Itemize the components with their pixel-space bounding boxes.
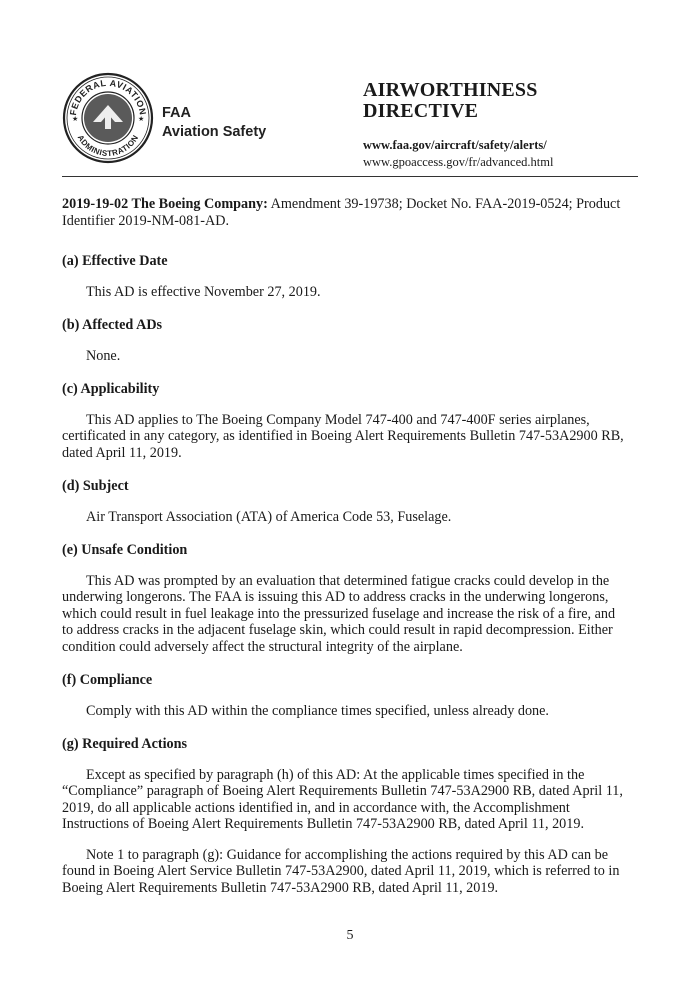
section-e-heading: (e) Unsafe Condition (62, 542, 188, 558)
org-name: FAA (162, 105, 191, 121)
faa-org-block (162, 104, 266, 142)
section-b-body: None. (86, 347, 121, 364)
header-divider (62, 176, 638, 177)
section-c-body: This AD applies to The Boeing Company Model 747-400 and 747-400F series airplanes, certificated in any category, as identified in Boeing Alert Requirements Bulletin 747-53A2900 RB, dated April 11, 2019. (62, 411, 624, 461)
gpoaccess-url[interactable]: www.gpoaccess.gov/fr/advanced.html (363, 155, 554, 169)
section-g-body: Except as specified by paragraph (h) of this AD: At the applicable times specified in the “Compliance” paragraph of Boeing Alert Requirements Bulletin 747-53A2900 RB, dated April 11, 2019, do all applicable actions identified in, and in accordance with, the Accomplishment Instructions of Boeing Alert Requirements Bulletin 747-53A2900 RB, dated April 11, 2019. (62, 766, 623, 832)
seal-text-bottom: ADMINISTRATION (75, 133, 141, 159)
seal-text-top: FEDERAL AVIATION (68, 77, 148, 117)
section-e-body: This AD was prompted by an evaluation that determined fatigue cracks could develop in the underwing longerons. The FAA is issuing this AD to address cracks in the underwing longerons, which could result in fuel leakage into the pressurized fuselage and increase the risk of a fire, and to address cracks in the adjacent fuselage skin, which could result in rapid decompression. Either condition could adversely affect the structural integrity of the airplane. (62, 572, 616, 655)
section-d-heading: (d) Subject (62, 478, 129, 494)
svg-text:★: ★ (138, 115, 145, 123)
page-number: 5 (346, 928, 354, 943)
section-g-heading: (g) Required Actions (62, 736, 188, 752)
section-f-heading: (f) Compliance (62, 672, 153, 688)
intro-bold: 2019-19-02 The Boeing Company: (62, 196, 268, 212)
org-subtitle: Aviation Safety (162, 124, 267, 140)
section-c-heading: (c) Applicability (62, 381, 160, 397)
svg-text:★: ★ (72, 115, 79, 123)
section-g-note: Note 1 to paragraph (g): Guidance for accomplishing the actions required by this AD can be found in Boeing Alert Service Bulletin 747-53A2900, dated April 11, 2019, which is referred to in Boeing Alert Requirements Bulletin 747-53A2900 RB, dated April 11, 2019. (62, 846, 620, 896)
faa-seal-logo (62, 72, 154, 164)
document-body (62, 196, 628, 896)
title-line-2: DIRECTIVE (363, 100, 479, 122)
section-a-heading: (a) Effective Date (62, 253, 168, 269)
section-b-heading: (b) Affected ADs (62, 317, 163, 333)
section-a-body: This AD is effective November 27, 2019. (86, 283, 321, 300)
title-line-1: AIRWORTHINESS (363, 79, 538, 101)
intro-paragraph (62, 196, 628, 229)
document-title (363, 80, 538, 122)
intro-text: Amendment 39-19738; Docket No. FAA-2019-0524; Product Identifier 2019-NM-081-AD. (62, 196, 621, 229)
section-f-body: Comply with this AD within the compliance times specified, unless already done. (86, 702, 549, 719)
section-d-body: Air Transport Association (ATA) of America Code 53, Fuselage. (86, 508, 452, 525)
alerts-url[interactable]: www.faa.gov/aircraft/safety/alerts/ (363, 138, 547, 152)
